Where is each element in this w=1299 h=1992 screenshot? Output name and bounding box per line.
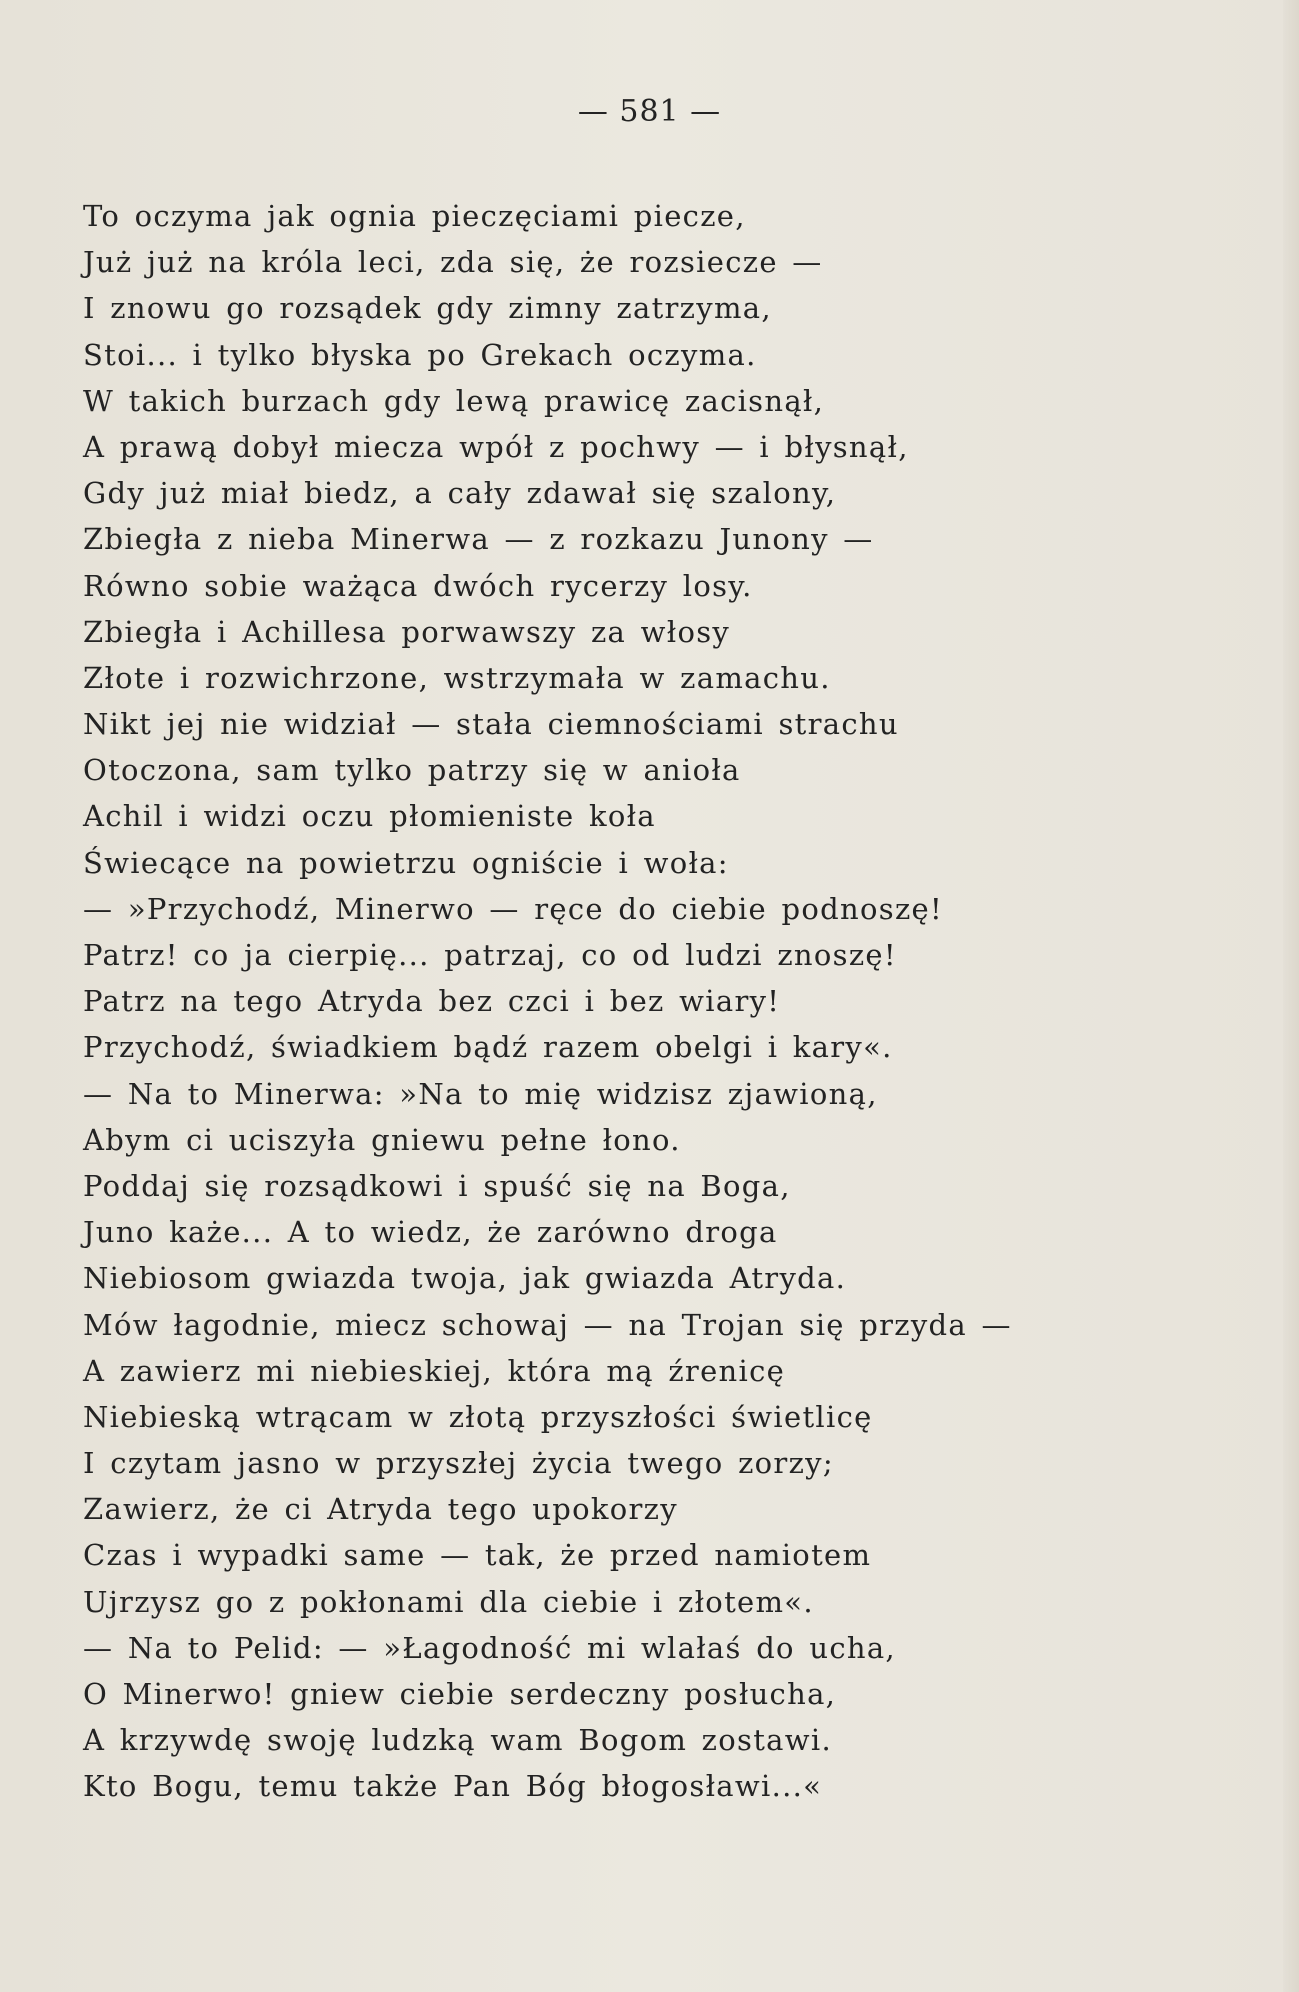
poem-line: W takich burzach gdy lewą prawicę zacisnął, bbox=[83, 383, 825, 418]
poem-line: Zbiegła z nieba Minerwa — z rozkazu Junony — bbox=[83, 522, 874, 557]
poem-line: Nikt jej nie widział — stała ciemnościami strachu bbox=[83, 707, 899, 742]
poem-line: Patrz na tego Atryda bez czci i bez wiary! bbox=[83, 984, 781, 1019]
poem-line: Równo sobie ważąca dwóch rycerzy losy. bbox=[83, 568, 753, 603]
poem-line: — Na to Pelid: — »Łagodność mi wlałaś do ucha, bbox=[83, 1630, 896, 1665]
poem-line: Przychodź, świadkiem bądź razem obelgi i kary«. bbox=[83, 1030, 893, 1065]
poem-line: I czytam jasno w przyszłej życia twego zorzy; bbox=[83, 1446, 834, 1481]
poem-line: Juno każe... A to wiedz, że zarówno droga bbox=[83, 1215, 778, 1250]
poem-line: Niebiosom gwiazda twoja, jak gwiazda Atryda. bbox=[83, 1261, 847, 1296]
poem-line: Otoczona, sam tylko patrzy się w anioła bbox=[83, 753, 741, 788]
poem-line: Czas i wypadki same — tak, że przed namiotem bbox=[83, 1538, 872, 1573]
poem-line: — »Przychodź, Minerwo — ręce do ciebie podnoszę! bbox=[83, 891, 943, 926]
page-number: — 581 — bbox=[577, 94, 722, 129]
poem-line: Gdy już miał biedz, a cały zdawał się szalony, bbox=[83, 476, 837, 511]
poem-line: Świecące na powietrzu ogniście i woła: bbox=[83, 845, 729, 880]
poem-line: Już już na króla leci, zda się, że rozsiecze — bbox=[83, 245, 823, 280]
poem-line: A prawą dobył miecza wpół z pochwy — i błysnął, bbox=[83, 429, 909, 464]
poem-line: Zawierz, że ci Atryda tego upokorzy bbox=[83, 1492, 678, 1527]
poem-line: — Na to Minerwa: »Na to mię widzisz zjawioną, bbox=[83, 1076, 878, 1111]
poem-line: Zbiegła i Achillesa porwawszy za włosy bbox=[83, 614, 731, 649]
poem-line: I znowu go rozsądek gdy zimny zatrzyma, bbox=[83, 291, 772, 326]
poem-line: Stoi... i tylko błyska po Grekach oczyma. bbox=[83, 337, 757, 372]
poem-line: Złote i rozwichrzone, wstrzymała w zamachu. bbox=[83, 660, 831, 695]
poem-line: Abym ci uciszyła gniewu pełne łono. bbox=[83, 1122, 681, 1157]
poem-line: Ujrzysz go z pokłonami dla ciebie i złotem«. bbox=[83, 1584, 814, 1619]
poem-line: Poddaj się rozsądkowi i spuść się na Boga, bbox=[83, 1168, 791, 1203]
poem-line: A krzywdę swoję ludzką wam Bogom zostawi. bbox=[83, 1723, 832, 1758]
poem-text bbox=[83, 193, 1233, 1810]
poem-line: Mów łagodnie, miecz schowaj — na Trojan się przyda — bbox=[83, 1307, 1012, 1342]
poem-line: A zawierz mi niebieskiej, która mą źrenicę bbox=[83, 1353, 786, 1388]
poem-line: Patrz! co ja cierpię... patrzaj, co od ludzi znoszę! bbox=[83, 938, 897, 972]
poem-line: Kto Bogu, temu także Pan Bóg błogosławi...« bbox=[83, 1769, 823, 1804]
poem-line: Niebieską wtrącam w złotą przyszłości świetlicę bbox=[83, 1399, 873, 1434]
poem-line: To oczyma jak ognia pieczęciami piecze, bbox=[83, 199, 746, 233]
poem-line: Achil i widzi oczu płomieniste koła bbox=[83, 799, 656, 834]
poem-line: O Minerwo! gniew ciebie serdeczny posłucha, bbox=[83, 1677, 837, 1711]
page-edge-shadow bbox=[1283, 0, 1299, 1992]
